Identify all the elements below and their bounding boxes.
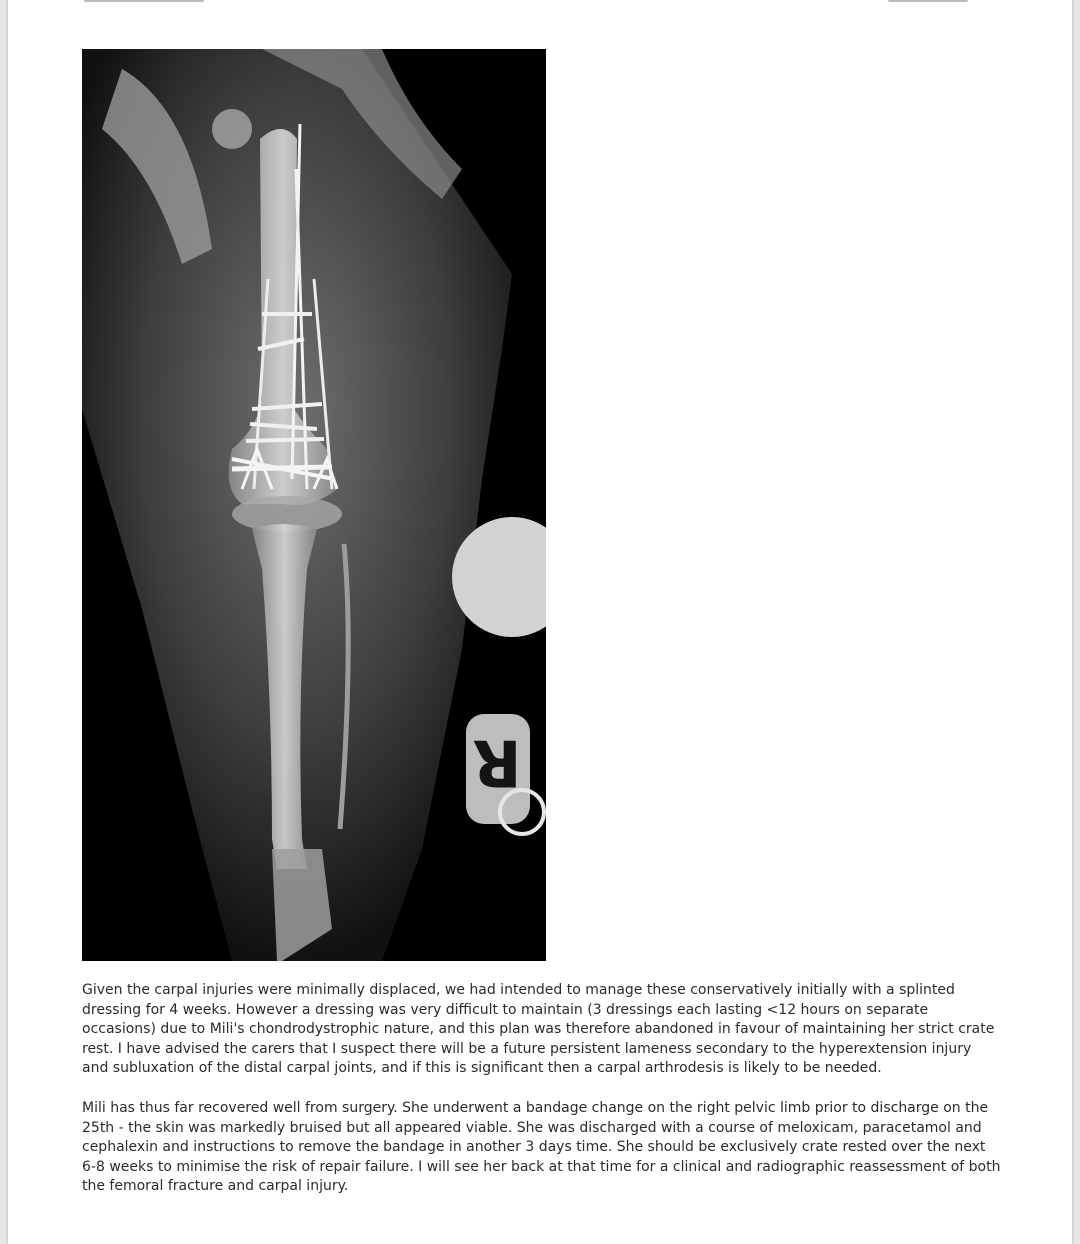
- paragraph-carpal-injury: Given the carpal injuries were minimally displaced, we had intended to manage these conservatively initially with a splinted dressing for 4 weeks. However a dressing was very difficult to maintain (3 dressings each lasting <12 hours on separate occasions) due to Mili's chondrodystrophic nature, and this plan was therefore abandoned in favour of maintaining her strict crate rest. I have advised the carers that I suspect there will be a future persistent lameness secondary to the hyperextension injury and subluxation of the distal carpal joints, and if this is significant then a carpal arthrodesis is likely to be needed.: [82, 982, 995, 1077]
- radiograph-image: [82, 49, 546, 961]
- xray-drawing: [82, 49, 546, 961]
- radiograph-side-marker: R: [472, 725, 522, 799]
- clipped-page-number: [888, 0, 968, 2]
- clipped-header-text: [84, 0, 204, 2]
- document-page: [8, 0, 1072, 1244]
- paragraph-recovery: Mili has thus far recovered well from surgery. She underwent a bandage change on the right pelvic limb prior to discharge on the 25th - the skin was markedly bruised but all appeared viable. She was discharged with a course of meloxicam, paracetamol and cephalexin and instructions to remove the bandage in another 3 days time. She should be exclusively crate rested over the next 6-8 weeks to minimise the risk of repair failure. I will see her back at that time for a clinical and radiographic reassessment of both the femoral fracture and carpal injury.: [82, 1100, 1001, 1195]
